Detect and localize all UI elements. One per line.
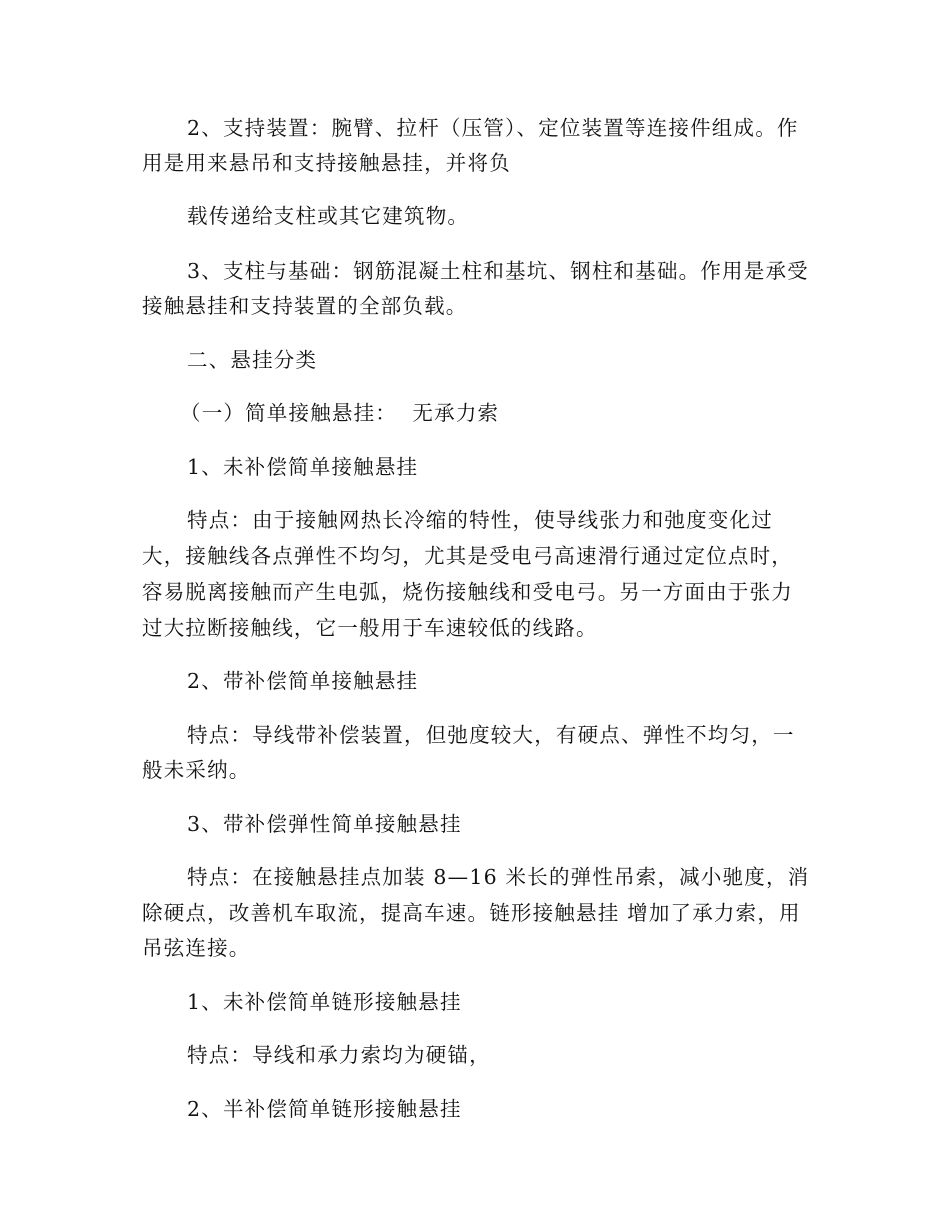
paragraph-feature-2-line-1: 特点：导线带补偿装置，但弛度较大，有硬点、弹性不均匀，一 <box>187 723 795 747</box>
paragraph-support-device-line-2: 用是用来悬吊和支持接触悬挂，并将负 <box>142 151 511 175</box>
paragraph-feature-1-line-1: 特点：由于接触网热长冷缩的特性，使导线张力和弛度变化过 <box>187 508 773 532</box>
paragraph-feature-2-line-2: 般未采纳。 <box>142 758 251 782</box>
paragraph-feature-1-line-4: 过大拉断接触线，它一般用于车速较低的线路。 <box>142 616 598 640</box>
paragraph-feature-3-line-2: 除硬点，改善机车取流，提高车速。链形接触悬挂 增加了承力索，用 <box>142 901 801 925</box>
paragraph-feature-4-line-1: 特点：导线和承力索均为硬锚， <box>187 1043 491 1067</box>
item-compensated-elastic-simple: 3、带补偿弹性简单接触悬挂 <box>187 812 462 836</box>
paragraph-feature-3-line-1: 特点：在接触悬挂点加装 8—16 米长的弹性吊索，减小驰度，消 <box>187 865 810 889</box>
item-compensated-simple: 2、带补偿简单接触悬挂 <box>187 669 419 693</box>
item-uncompensated-chain: 1、未补偿简单链形接触悬挂 <box>187 990 462 1014</box>
paragraph-support-device-line-3: 载传递给支柱或其它建筑物。 <box>187 204 470 228</box>
paragraph-feature-1-line-2: 大，接触线各点弹性不均匀，尤其是受电弓高速滑行通过定位点时， <box>142 544 793 568</box>
paragraph-pillar-foundation-line-1: 3、支柱与基础：钢筋混凝土柱和基坑、钢柱和基础。作用是承受 <box>187 259 809 283</box>
subheading-simple-catenary: （一）简单接触悬挂： 无承力索 <box>180 401 500 425</box>
item-semi-compensated-chain: 2、半补偿简单链形接触悬挂 <box>187 1097 462 1121</box>
document-page <box>142 0 810 1230</box>
paragraph-feature-3-line-3: 吊弦连接。 <box>142 936 251 960</box>
paragraph-support-device-line-1: 2、支持装置：腕臂、拉杆（压管）、定位装置等连接件组成。作 <box>187 116 799 140</box>
paragraph-pillar-foundation-line-2: 接触悬挂和支持装置的全部负载。 <box>142 294 468 318</box>
item-uncompensated-simple: 1、未补偿简单接触悬挂 <box>187 455 419 479</box>
section-heading-suspension-classification: 二、悬挂分类 <box>187 348 318 372</box>
paragraph-feature-1-line-3: 容易脱离接触而产生电弧，烧伤接触线和受电弓。另一方面由于张力 <box>142 580 793 604</box>
